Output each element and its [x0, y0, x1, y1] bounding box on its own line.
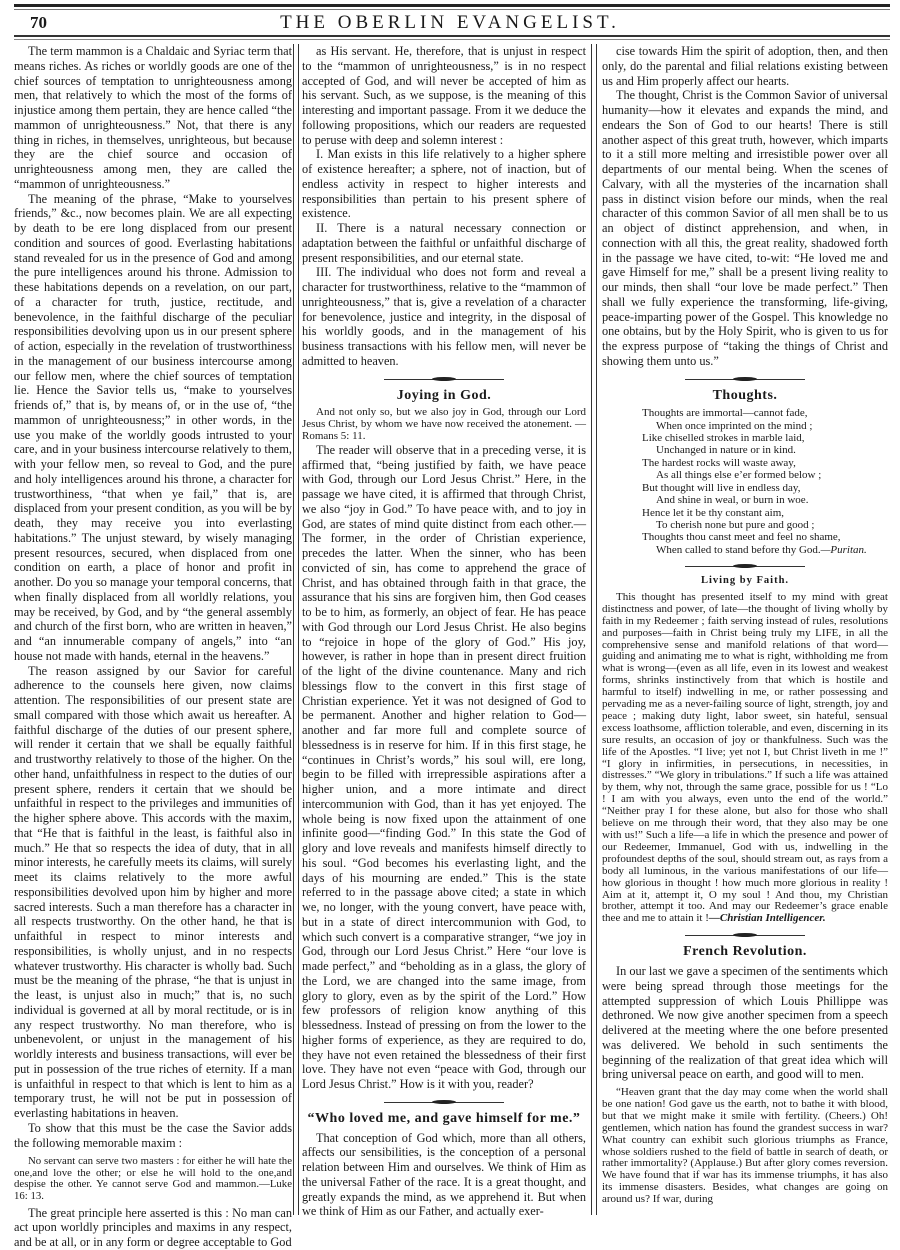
column-3 — [602, 44, 888, 1206]
paragraph: That conception of God which, more than all others, affects our sensibilities, is the conception of a personal relation between Him and ourselves. We think of Him as the universal Father of the race. It is a great thought, and greatly expands the mind, as we apprehend it. But when we think of Him as our Father, and actually exer- — [302, 1130, 586, 1219]
paragraph — [602, 592, 888, 925]
paragraph: In our last we gave a specimen of the sentiments which were being spread through those meetings for the attempted suppression of which Louis Phillippe was dethroned. We now give another specimen from a speech delivered at the meeting where the one before presented was delivered. We behold in such sentiments the beginning of the realization of that great idea which will bring universal peace on earth, and good will to men. — [602, 964, 888, 1082]
ornamental-rule — [685, 931, 805, 939]
poem-line: Thoughts are immortal—cannot fade, — [642, 407, 808, 420]
paragraph: III. The individual who does not form and reveal a character for trustworthiness, relative to the “mammon of unrighteousness,” that is, give a revelation of a character for benevolence, justice and integrity, in the disposal of his worldly goods, and in the management of his business transactions with his fellow men, will never be admitted to heaven. — [302, 265, 586, 368]
poem-line: Like chiselled strokes in marble laid, — [642, 432, 805, 445]
article-heading: “Who loved me, and gave himself for me.” — [307, 1110, 581, 1126]
column-divider — [591, 44, 597, 1215]
poem-line: To cherish none but pure and good ; — [656, 518, 815, 531]
column-divider — [293, 44, 299, 1215]
poem-line: The hardest rocks will waste away, — [642, 456, 796, 469]
paragraph: The thought, Christ is the Common Savior of universal humanity—how it elevates and expands the mind, and endears the Son of God to our hearts! There is still another aspect of this great truth, however, which imparts to it a still more melting and irresistible power over all departments of our mental being. When the scenes of Calvary, with all the mysteries of the incarnation shall pass in distinct vision before our minds, when the real character of this common Savior of all men shall be to us an object of distinct apprehension, and when, in connection with all this, the great reality, shadowed forth in the passage we have cited, to-wit: “He loved me and gave Himself for me,” shall be a present living reality to our minds, then shall “our love be made perfect.” Then shall we fully experience the transforming, life-giving, peace-imparting power of the Gospel. This knowledge no one obtains, but by the Holy Spirit, who is given to us for the express purpose of “taking the things of Christ and showing them unto us.” — [602, 88, 888, 368]
article-source: —Christian Intelligencer. — [708, 912, 826, 925]
article-heading: Living by Faith. — [700, 575, 790, 587]
ornamental-rule — [384, 1098, 504, 1106]
poem-line: Thoughts thou canst meet and feel no shame, — [642, 531, 841, 544]
ornamental-rule — [685, 562, 805, 570]
poem-line: But thought will live in endless day, — [642, 481, 801, 494]
paragraph: To show that this must be the case the Savior adds the following memorable maxim : — [14, 1120, 292, 1150]
paragraph: II. There is a natural necessary connection or adaptation between the faithful or unfaithful discharge of present responsibilities, and our eternal state. — [302, 221, 586, 265]
article-heading: Joying in God. — [396, 387, 492, 403]
header-rule — [14, 35, 890, 37]
paragraph: The meaning of the phrase, “Make to yourselves friends,” &c., now becomes plain. We are all expecting by death to be ere long displaced from our present condition and sources of good. Everlasting habitations stand revealed for us in the presence of God and among the pure intelligences around his throne. Admission to these habitations depends on a revelation, on our part, of a character for truth, justice, rectitude, and benevolence, in the faithful discharge of the peculiar responsibilities devolving upon us in our present sphere of action, especially in the revelation of trustworthiness in the management of our business intercourse among our fellow men, where the chief sources of temptation lie. Hence the Savior tells us, “make to yourselves friends of,” that is, by means of, or in the use of, “the mammon of unrighteousness;” in other words, in the use you make of the worldly goods intrusted to your care, and in your business intercourse relatively to them, with your fellow men, so reveal to God, and the pure and holy intelligences around his throne, a character for trustworthiness, “that when ye fail,” that is, are displaced from your present condition, as you will be by death, they may receive you into everlasting habitations.” The unjust steward, by wisely managing present resources, secured, when displaced from one condition on earth, a place of honor and profit in another. Do you so manage your temporal concerns, that when finally displaced from all worldly relations, you may be received, by God, and by “the general assembly and church of the first born, who are written in heaven,” and “an innumerable company of angels,” into “an house not made with hands, eternal in the heavens.” — [14, 191, 292, 663]
paragraph: I. Man exists in this life relatively to a higher sphere of existence hereafter; a sphere, not of inaction, but of endless activity in respect to higher interests and responsibilities than pertain to his present sphere of existence. — [302, 147, 586, 221]
paragraph: cise towards Him the spirit of adoption, then, and then only, do the parental and filial relations existing between us and Him properly affect our hearts. — [602, 44, 888, 88]
column-2 — [302, 44, 586, 1219]
poem-line: Unchanged in nature or in kind. — [656, 444, 796, 457]
poem-line: As all things else e’er formed below ; — [656, 469, 822, 482]
poem-title: Thoughts. — [712, 387, 778, 403]
poem — [642, 407, 888, 556]
ornamental-rule — [384, 375, 504, 383]
top-rule-thin — [14, 9, 890, 10]
poem-line: When once imprinted on the mind ; — [656, 419, 813, 432]
paragraph: The reason assigned by our Savior for careful adherence to the counsels here given, now claims attention. The responsibilities of our present state are small compared with those which await us hereafter. A faithful discharge of the duties of our present sphere, will render it certain that we shall be equally faithful and trustworthy relatively to those of the higher. On the other hand, unfaithfulness in respect to the duties of our present sphere, renders it certain that we should be unfaithful in respect to the privileges and immunities of the higher sphere above. This accords with the maxim, that “He that is faithful in the least, is faithful also in much.” He that so respects the idea of duty, that in all minor interests, he carefully meets its claims, will surely meet its claims relatively to the more awful responsibilities devolved upon him by higher and more sacred interests. Such a man therefore has a character in all respects trustworthy. On the other hand, he that is unfaithful in respect to minor interests and responsibilities, is wholly unjust, and in no respects whatever trustworthy. His character is wholly bad. Such must be the meaning of the phrase, “he that is unjust in the least, is unjust also in much;” that is, no such individual is governed at all by moral rectitude, or is in any respect trustworthy. No man therefore, who is unbenevolent, or unjust in the management of his worldly interests and business transactions, will ever be put in possession of the true riches of eternity. If a man is unfaithful in respect to that which is lent to him as a temporary trust, he will not be put in possession of everlasting habitations in heaven. — [14, 663, 292, 1120]
scripture-quote: No servant can serve two masters : for either he will hate the one,and love the other; or else he will hold to the one,and despise the other. Ye cannot serve God and mammon.—Luke 16: 13. — [14, 1155, 292, 1203]
top-rule — [14, 4, 890, 7]
poem-source: —Puritan. — [820, 543, 867, 556]
column-1 — [14, 44, 292, 1250]
paragraph: The term mammon is a Chaldaic and Syriac term that means riches. As riches or worldly goods are one of the chief sources of temptation to unrighteousness among men, that relatively to which the most of the forms of injustice among them pertain, they are hence called “the mammon of unrighteousness.” Not, that there is any thing in riches, in themselves, unrighteous, but because they are the chief source and occasion of unrighteousness among men, they are called the “mammon of unrighteousness.” — [14, 44, 292, 191]
paragraph-text: This thought has presented itself to my mind with great distinctness and power, of late—the thought of living wholly by faith in my Redeemer ; faith serving instead of rules, resolutions and purposes—faith in Christ being truly my LIFE, in all the comprehensive sense and manifold relations of that word—guiding and animating me to what is right, withholding me from what is wrong—(even as all life, even in its lowest and weakest forms, shrinks instinctively from that which is hostile and harmful to itself) indwelling in me, or rather possessing and pervading me as a never-failing source of light, strength, joy and peace ; making duty light, labor sweet, sin hateful, sensual excess loathsome, affliction tolerable, and even, discerning in its sure results, an occasion of joy or thankfulness. Such was the life of the Apostles. “I live; yet not I, but Christ liveth in me !” “I glory in infirmities, in persecutions, in necessities, in distresses.” “We glory in tribulations.” If such a life was attained by them, why not, through the same grace, possible for us ! “Lo ! I am with you always, even unto the end of the world.” “Neither pray I for these alone, but also for those who shall believe on me through their word, that they also may be one with us!” Such a life—a life in which the presence and power of our Redeemer, Immanuel, God with us, indwelling in the profoundest depths of the soul, should stream out, as rays from a body all luminous, in the various manifestations of our life—how glorious in thought ! how much more glorious in reality ! Aim at it, attempt it, O my soul ! And thou, my Christian brother, attempt it too. And may our Redeemer’s grace enable thee and me to attain it ! — [602, 590, 888, 925]
poem-line: And shine in weal, or burn in woe. — [656, 494, 809, 507]
paragraph: The reader will observe that in a preceding verse, it is affirmed that, “being justified by faith, we have peace with God, through our Lord Jesus Christ.” Here, in the passage we have cited, it is affirmed that through Christ, we also “joy in God.” To have peace with, and to joy in God, are states of mind quite distinct from each other.—The former, in the order of Christian experience, precedes the latter. When the sinner, who has been convicted of sin, has come to apprehend the grace of Christ, and has obtained through faith in that grace, the assurance that his sins are forgiven him, then God ceases to be to him, as formerly, an object of fear. He has peace with God through our Lord Jesus Christ. He also begins to “rejoice in hope of the glory of God.” His joy, however, is rather in hope than in present direct fruition of the light of the divine countenance. Many and rich blessings flow to the convert in this first stage of Christian experience. Yet it was not designed of God to be permanent. Another and higher relation to God—another and far more full and complete source of blessedness is in reserve for him. If in this first stage, he “continues in Christ’s words,” his soul will, ere long, begin to be filled with irrepressible aspirations after a higher union, and a more intimate and direct intercommunion with God, than it has yet enjoyed. The whole being is now fixed upon the attainment of one infinite good—“finding God.” In this state the God of glory and love reveals and manifests himself directly to his soul. “God becomes his everlasting light, and the days of his mourning are ended.” This is the state referred to in the passage above cited; a state in which we, no longer, with the young convert, have peace with, but in a state of direct intercommunion with God, to which such convert is a comparative stranger, “we joy in God, through our Lord Jesus Christ.” Here “our love is made perfect,” and “beholding as in a glass, the glory of the Lord, we are changed into the same image, from glory to glory, even as by the spirit of the Lord.” How few professors of religion know anything of this blessedness. Instead of pressing on from the lower to the higher forms of experience, as they are required to do, they have not even retained the blessedness of their first love. They have not even “peace with God, through our Lord Jesus Christ.” How is it with you, reader? — [302, 442, 586, 1092]
poem-line: Hence let it be thy constant aim, — [642, 506, 785, 519]
paragraph: The great principle here asserted is this : No man can act upon worldly principles and maxims in any respect, and be at all, or in any form or degree acceptable to God — [14, 1205, 292, 1250]
header-rule-thin — [14, 39, 890, 40]
ornamental-rule — [685, 375, 805, 383]
page-number: 70 — [30, 13, 47, 32]
masthead-title: THE OBERLIN EVANGELIST. — [280, 12, 620, 33]
epigraph: And not only so, but we also joy in God, through our Lord Jesus Christ, by whom we have now received the atonement. —Romans 5: 11. — [302, 406, 586, 443]
poem-line: When called to stand before thy God. — [656, 543, 821, 556]
paragraph: as His servant. He, therefore, that is unjust in respect to the “mammon of unrighteousness,” is in no respect accepted of God, and will never be accepted of him as his servant. Such, as we suppose, is the meaning of this interesting and important passage. From it we deduce the following propositions, which our readers are requested to peruse with deep and solemn interest : — [302, 44, 586, 147]
article-heading: French Revolution. — [683, 944, 807, 960]
paragraph: “Heaven grant that the day may come when the world shall be one nation! God gave us the earth, not to bathe it with blood, but that we might make it smile with fertility. (Cheers.) Oh! gentlemen, which nation has found the grandest success in war? What country can exhibit such glorious triumphs as France, whose soldiers rushed to the field of battle in search of death, or rather immortality? (Applause.) But after glory comes reversion. We have found that if war has its immense triumphs, it has also its immense disasters. Besides, what changes are going on around us? If war, during — [602, 1086, 888, 1206]
